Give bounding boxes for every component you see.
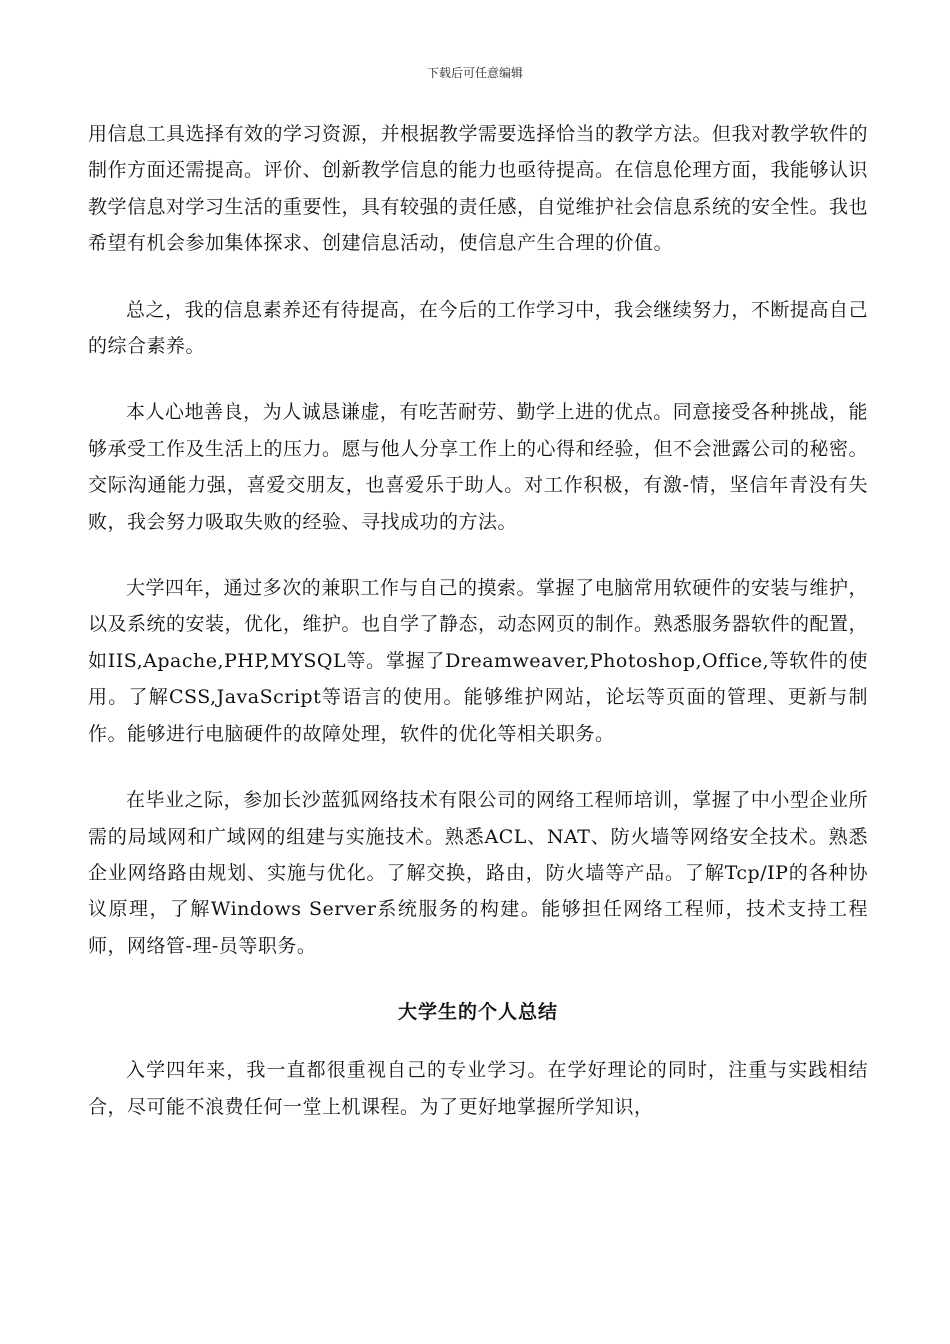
paragraph-skills: 大学四年，通过多次的兼职工作与自己的摸索。掌握了电脑常用软硬件的安装与维护，以及系统的安装，优化，维护。也自学了静态，动态网页的制作。熟悉服务器软件的配置，如IIS,Apache,PHP,MYSQL等。掌握了Dreamweaver,Photoshop,Office,等软件的使用。了解CSS,JavaScript等语言的使用。能够维护网站，论坛等页面的管理、更新与制作。能够进行电脑硬件的故障处理，软件的优化等相关职务。 [88, 577, 869, 745]
section-title: 大学生的个人总结 [397, 1001, 558, 1024]
page-header: 下载后可任意编辑 [426, 66, 523, 80]
paragraph-study: 入学四年来，我一直都很重视自己的专业学习。在学好理论的同时，注重与实践相结合，尽可能不浪费任何一堂上机课程。为了更好地掌握所学知识， [88, 1059, 868, 1118]
paragraph-personality: 本人心地善良，为人诚恳谦虚，有吃苦耐劳、勤学上进的优点。同意接受各种挑战，能够承受工作及生活上的压力。愿与他人分享工作上的心得和经验，但不会泄露公司的秘密。交际沟通能力强，喜爱交朋友，也喜爱乐于助人。对工作积极，有激-情，坚信年青没有失败，我会努力吸取失败的经验、寻找成功的方法。 [88, 401, 869, 533]
paragraph-summary: 总之，我的信息素养还有待提高，在今后的工作学习中，我会继续努力，不断提高自己的综合素养。 [88, 298, 868, 358]
paragraph-continued: 用信息工具选择有效的学习资源，并根据教学需要选择恰当的教学方法。但我对教学软件的制作方面还需提高。评价、创新教学信息的能力也亟待提高。在信息伦理方面，我能够认识教学信息对学习生活的重要性，具有较强的责任感，自觉维护社会信息系统的安全性。我也希望有机会参加集体探求、创建信息活动，使信息产生合理的价值。 [88, 123, 869, 255]
paragraph-training: 在毕业之际，参加长沙蓝狐网络技术有限公司的网络工程师培训，掌握了中小型企业所需的局域网和广域网的组建与实施技术。熟悉ACL、NAT、防火墙等网络安全技术。熟悉企业网络路由规划、实施与优化。了解交换，路由，防火墙等产品。了解Tcp/IP的各种协议原理，了解Windows Server系统服务的构建。能够担任网络工程师，技术支持工程师，网络管-理-员等职务。 [88, 789, 868, 957]
document-body [88, 116, 868, 1155]
